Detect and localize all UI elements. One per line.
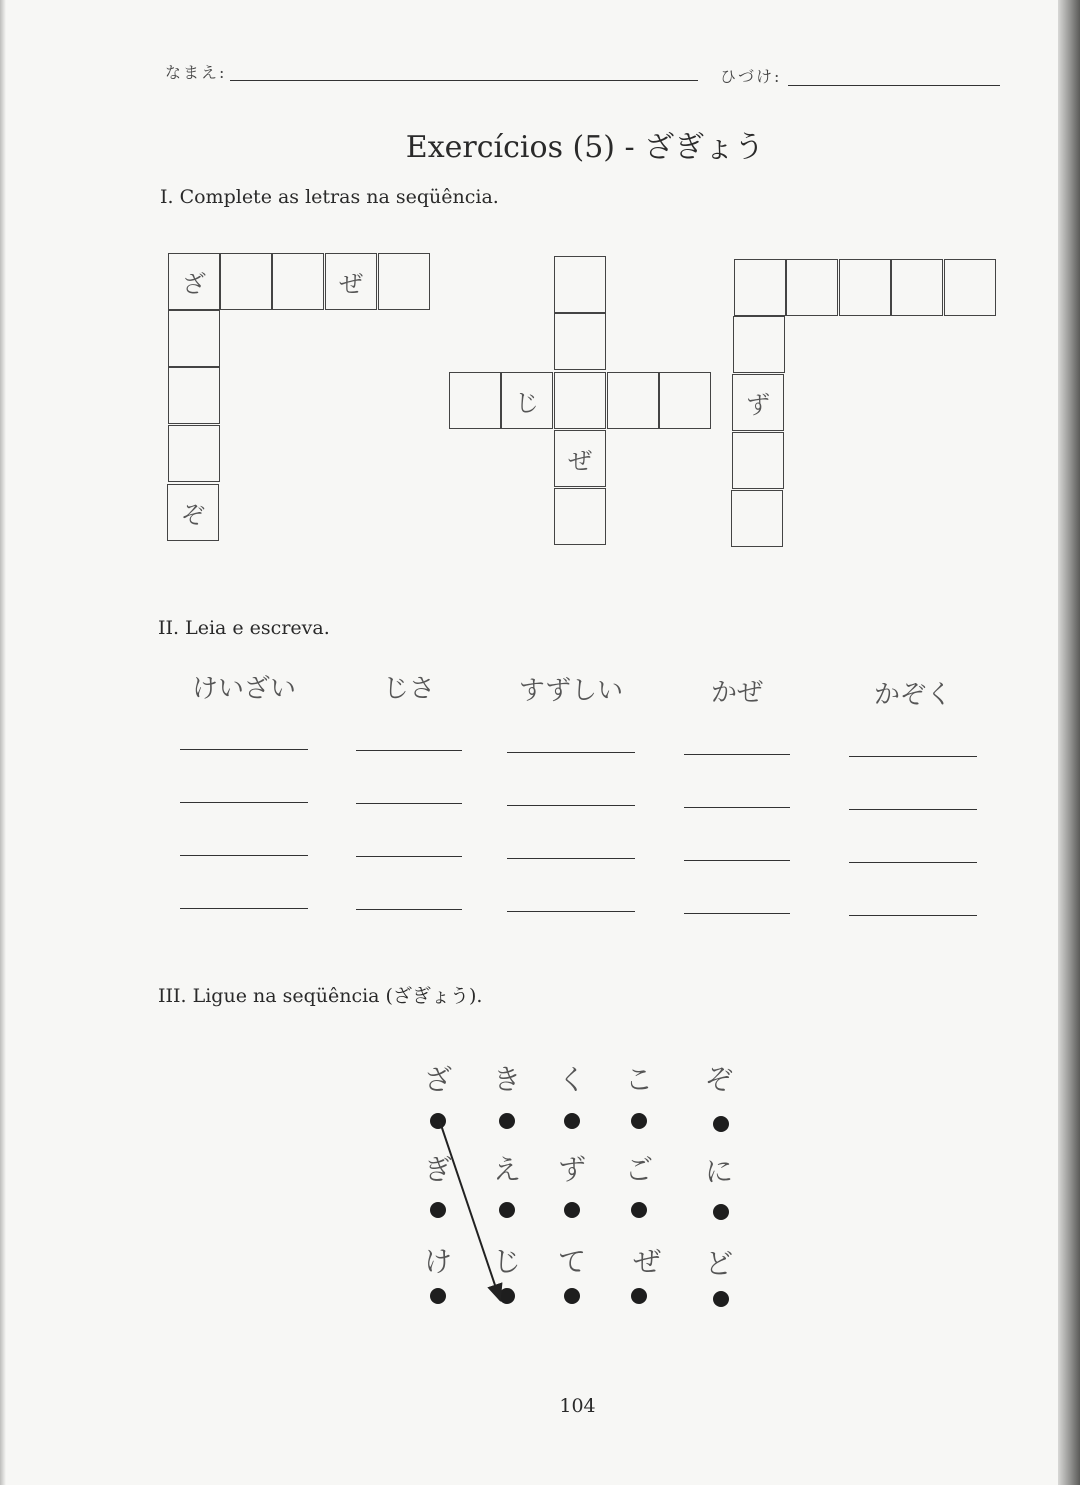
kana-label: に [704,1155,733,1188]
page-number: 104 [559,1395,596,1417]
reading-word: すずしい [518,676,624,706]
kana-label: え [492,1153,521,1186]
section-1-heading: I. Complete as letras na seqüência. [160,186,499,208]
date-label: ひづけ: [720,67,782,86]
puzzle1-cell[interactable]: ぜ [325,253,377,310]
puzzle3-cell[interactable]: ず [732,374,784,431]
kana-label: け [423,1245,452,1278]
kana-label: ぜ [632,1245,661,1278]
reading-word: かぞく [873,680,952,710]
puzzle2-cell[interactable]: じ [501,372,553,429]
page-title: Exercícios (5) - ざぎょう [405,130,765,165]
reading-word: かぜ [710,678,763,708]
puzzle1-cell[interactable]: ぞ [167,484,219,541]
kana-label: ざ [423,1063,452,1096]
page-binding-shadow [1058,0,1080,1485]
kana-label: じ [492,1245,521,1278]
section-2-heading: II. Leia e escreva. [158,617,330,639]
kana-label: こ [624,1063,653,1096]
kana-label: ず [557,1153,586,1186]
puzzle1-cell[interactable]: ざ [168,253,220,310]
kana-label: ど [704,1247,733,1280]
kana-label: く [557,1063,586,1096]
kana-label: ご [624,1153,653,1186]
section-3-heading: III. Ligue na seqüência (ざぎょう). [158,985,483,1007]
reading-word: じさ [382,674,435,704]
kana-label: き [492,1063,521,1096]
puzzle2-cell[interactable]: ぜ [554,430,606,487]
kana-label: ぎ [423,1153,452,1186]
name-label: なまえ: [165,63,227,82]
reading-word: けいざい [191,674,296,704]
kana-label: て [557,1245,586,1278]
kana-label: ぞ [704,1063,733,1096]
